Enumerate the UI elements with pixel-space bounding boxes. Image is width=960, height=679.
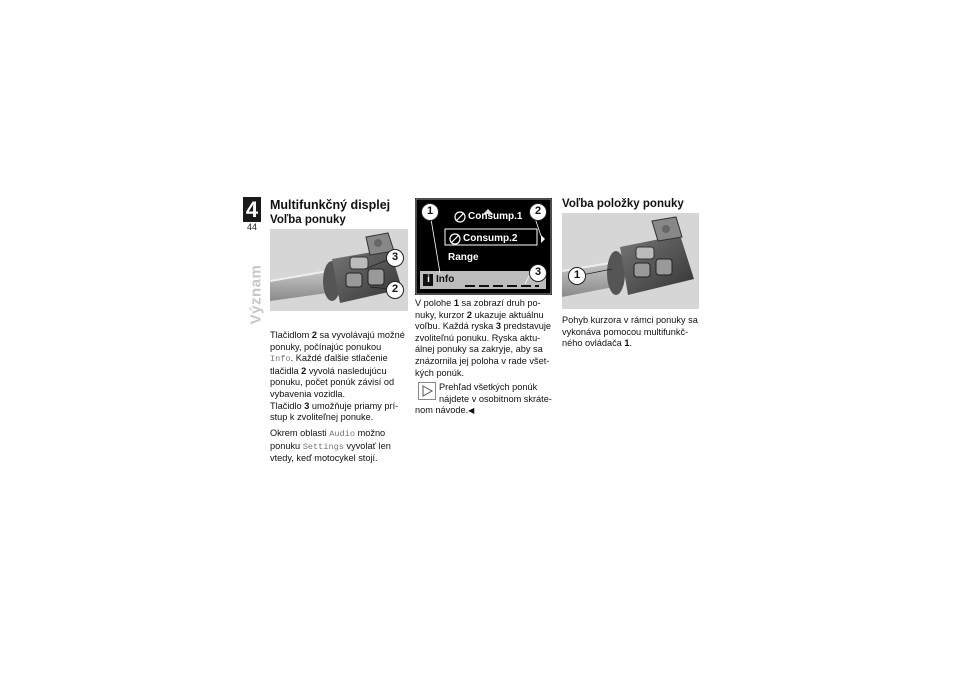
display-callout-2: 2: [529, 203, 547, 221]
chapter-title: Význam: [247, 264, 265, 325]
menu-item-consump1: Consump.1: [468, 211, 523, 222]
display-callout-1: 1: [421, 203, 439, 221]
note-triangle-icon: [418, 382, 436, 400]
text-line: Pohyb kurzora v rámci ponuky sa: [562, 315, 698, 325]
text-line: nuky, kurzor 2 ukazuje aktuálnu: [415, 309, 544, 320]
text-line: ponuky, počínajúc ponukou: [270, 341, 382, 352]
text-line: ponuku, počet ponúk závisí od: [270, 377, 395, 388]
info-label: Info: [436, 274, 455, 285]
text-line: vtedy, keď motocykel stojí.: [270, 453, 378, 464]
text-line: Tlačidlom 2 sa vyvolávajú možné: [270, 330, 405, 340]
text-line: vykonáva pomocou multifunkč-: [562, 326, 689, 337]
subsection-heading-item: Voľba položky ponuky: [562, 198, 684, 210]
note-text-last: [415, 405, 474, 417]
display-callout-3: 3: [529, 264, 547, 282]
text-line: vybavenia vozidla.: [270, 388, 346, 399]
text-line: voľbu. Každá ryska 3 predstavuje: [415, 321, 551, 332]
paragraph-audio-settings: [270, 428, 391, 465]
end-mark-icon: ◀: [468, 406, 475, 415]
text-line: tlačidla 2 vyvolá nasledujúcu: [270, 365, 387, 376]
text-line: Info. Každé ďalšie stlačenie: [270, 353, 388, 365]
text-line: Prehľad všetkých ponúk: [439, 382, 538, 392]
info-icon: i: [427, 274, 430, 285]
text-line: álnej ponuky sa zakryje, aby sa: [415, 344, 543, 355]
chapter-marker: [243, 197, 261, 233]
text-line: nom návode.◀: [415, 405, 475, 415]
note-text-indented: [439, 382, 552, 405]
handlebar-illustration-2: [562, 213, 699, 309]
chapter-number: 4: [245, 197, 259, 222]
chapter-side-title: [234, 264, 270, 328]
menu-item-consump2: Consump.2: [463, 233, 518, 244]
text-line: V polohe 1 sa zobrazí druh po-: [415, 298, 541, 308]
paragraph-cursor-movement: [562, 315, 698, 350]
callout-1: 1: [568, 267, 586, 285]
page-number: 44: [243, 222, 261, 233]
text-line: zvoliteľnú ponuku. Ryska aktu-: [415, 332, 541, 343]
text-line: ného ovládača 1.: [562, 338, 633, 349]
menu-item-range: Range: [448, 252, 479, 263]
text-line: ponuku Settings vyvolať len: [270, 440, 391, 452]
display-figure: [415, 198, 552, 295]
paragraph-menu-selection: [270, 330, 405, 424]
text-line: nájdete v osobitnom skráte-: [439, 393, 552, 404]
text-line: Okrem oblasti Audio možno: [270, 428, 386, 439]
handlebar-illustration: [270, 229, 408, 311]
section-title: Multifunkčný displej: [270, 198, 391, 212]
text-line: Tlačidlo 3 umožňuje priamy prí-: [270, 400, 399, 411]
callout-3: 3: [386, 249, 404, 267]
handlebar-figure-1: [270, 229, 408, 311]
callout-2: 2: [386, 281, 404, 299]
text-line: kých ponúk.: [415, 367, 465, 378]
handlebar-figure-2: [562, 213, 699, 309]
text-line: znázornila jej poloha v rade všet-: [415, 355, 550, 366]
text-line: stup k zvoliteľnej ponuke.: [270, 412, 374, 423]
paragraph-display-explanation: [415, 298, 551, 379]
subsection-heading-menu: Voľba ponuky: [270, 214, 346, 226]
